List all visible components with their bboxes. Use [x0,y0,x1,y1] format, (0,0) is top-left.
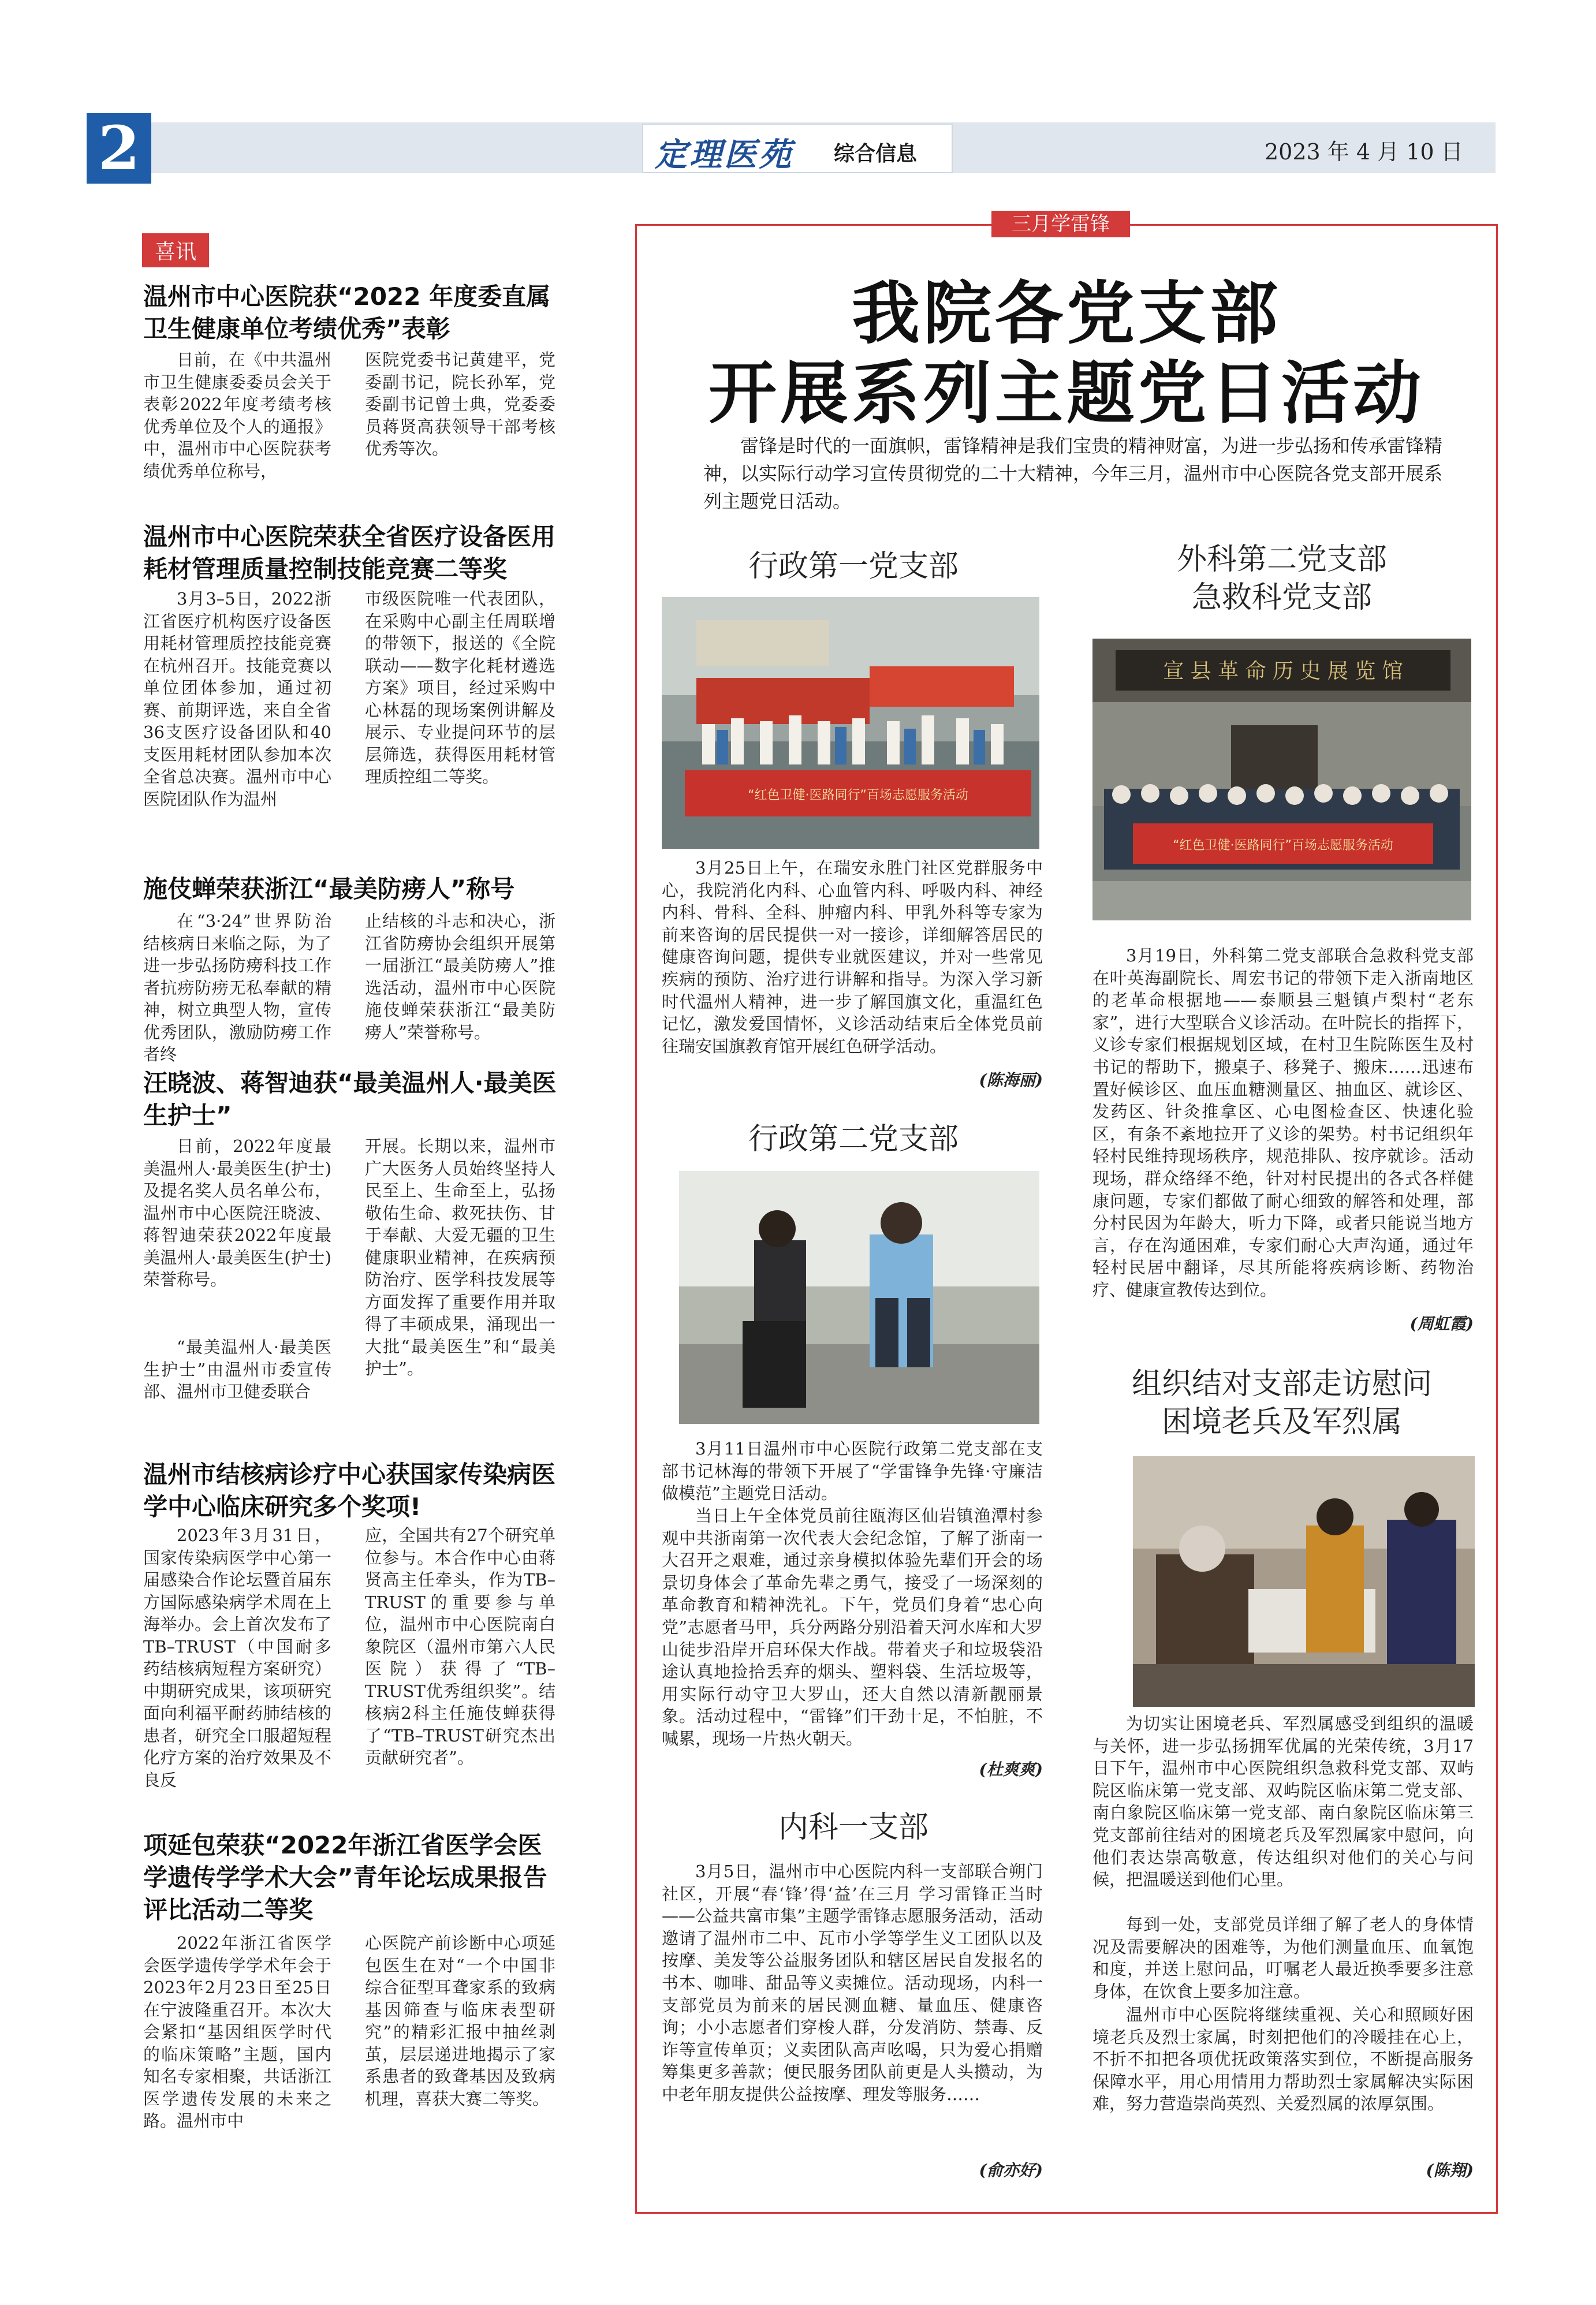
article-5-title: 温州市结核病诊疗中心获国家传染病医学中心临床研究多个奖项! [143,1460,556,1521]
section-3-title: 内科一支部 [778,1810,928,1845]
feature-tag: 三月学雷锋 [991,211,1130,237]
cleanup-photo [679,1171,1039,1424]
article-3-title: 施伎蝉荣获浙江“最美防痨人”称号 [143,875,515,903]
feature-title-line-2: 开展系列主题党日活动 [708,353,1425,433]
section-5-author: (陈翔) [1426,2161,1474,2180]
article-4-title: 汪晓波、蒋智迪获“最美温州人·最美医生护士” [143,1069,557,1129]
article-2-title: 温州市中心医院荣获全省医疗设备医用耗材管理质量控制技能竞赛二等奖 [143,523,556,583]
article-4-col-2: 开展。长期以来，温州市广大医务人员始终坚持人民至上、生命至上，弘扬敬佑生命、救死扶伤、甘于奉献、大爱无疆的卫生健康职业精神，在疾病预防治疗、医学科技发展等方面发挥了重要作用并取得了丰硕成果，涌现出一大批“最美医生”和“最美护士”。 [365,1136,555,1378]
section-1-photo [662,597,1039,849]
article-4-col-1: 日前，2022年度最美温州人·最美医生(护士)及提名奖人员名单公布，温州市中心医院汪晓波、蒋智迪荣获2022年度最美温州人·最美医生(护士)荣誉称号。 [143,1136,331,1289]
article-2-col-1: 3月3–5日，2022浙江省医疗机构医疗设备医用耗材管理质控技能竞赛在杭州召开。技能竞赛以单位团体参加，通过初赛、前期评选，来自全省36支医疗设备团队和40支医用耗材团队参加本次全省总决赛。温州市中心医院团队作为温州 [143,589,331,809]
section-5-title-line-2: 困境老兵及军烈属 [1161,1405,1402,1439]
section-5-photo [1133,1456,1475,1707]
article-3-col-2: 止结核的斗志和决心，浙江省防痨协会组织开展第一届浙江“最美防痨人”推选活动，温州市中心医院施伎蝉荣获浙江“最美防痨人”荣誉称号。 [365,911,555,1042]
section-4-author: (周虹霞) [1409,1314,1474,1333]
section-5-para-3: 温州市中心医院将继续重视、关心和照顾好困境老兵及烈士家属，时刻把他们的冷暖挂在心上，不折不扣把各项优抚政策落实到位，不断提高服务保障水平，用心用情用力帮助烈士家属解决实际困难，努力营造崇尚英烈、关爱烈属的浓厚氛围。 [1092,2005,1474,2114]
article-2-col-2: 市级医院唯一代表团队，在采购中心副主任周联增的带领下，报送的《全院联动——数字化耗材遴选方案》项目，经过采购中心林磊的现场案例讲解及展示、专业提问环节的层层筛选，获得医用耗材管理质控组二等奖。 [365,589,555,786]
feature-intro: 雷锋是时代的一面旗帜，雷锋精神是我们宝贵的精神财富，为进一步弘扬和传承雷锋精神，以实际行动学习宣传贯彻党的二十大精神，今年三月，温州市中心医院各党支部开展系列主题党日活动。 [703,435,1443,512]
section-4-title-line-2: 急救科党支部 [1191,580,1372,615]
group-photo-2 [1092,639,1471,920]
issue-date: 2023 年 4 月 10 日 [1265,139,1463,165]
section-2-body-1: 3月11日温州市中心医院行政第二党支部在支部书记林海的带领下开展了“学雷锋争先锋·守廉洁做模范”主题党日活动。 [662,1439,1043,1504]
feature-title-line-1: 我院各党支部 [851,274,1281,353]
visit-photo [1133,1456,1475,1707]
article-6-col-1: 2022年浙江省医学会医学遗传学学术年会于2023年2月23日至25日在宁波隆重召开。本次大会紧扣“基因组医学时代的临床策略”主题，国内知名专家相聚，共话浙江医学遗传发展的未来之路。温州市中 [143,1933,331,2131]
article-6-title: 项延包荣获“2022年浙江省医学会医学遗传学学术大会”青年论坛成果报告评比活动二等奖 [143,1831,547,1924]
section-4-body: 3月19日，外科第二党支部联合急救科党支部在叶英海副院长、周宏书记的带领下走入浙南地区的老革命根据地——泰顺县三魁镇卢梨村“老东家”，进行大型联合义诊活动。在叶院长的指挥下，义诊专家们根据规划区域，在村卫生院陈医生及村书记的帮助下，搬桌子、移凳子、搬床……迅速布置好候诊区、血压血糖测量区、抽血区、就诊区、发药区、针灸推拿区、心电图检查区、快速化验区，有条不紊地拉开了义诊的架势。村书记组织年轻村民维持现场秩序，规范排队、按序就诊。活动现场，群众络绎不绝，针对村民提出的各式各样健康问题，专家们都做了耐心细致的解答和处理，部分村民因为年龄大，听力下降，或者只能说当地方言，存在沟通困难，专家们耐心大声沟通，通过年轻村民居中翻译，尽其所能将疾病诊断、药物治疗、健康宣教传达到位。 [1092,946,1474,1300]
group-photo-1 [662,597,1039,849]
section-2-author: (杜爽爽) [979,1760,1043,1779]
masthead-logo: 定理医苑 [655,136,793,174]
article-1-col-2: 医院党委书记黄建平，党委副书记，院长孙军，党委副书记曾士典，党委委员蒋贤高获领导干部考核优秀等次。 [365,350,555,458]
section-4-title-line-1: 外科第二党支部 [1176,542,1387,577]
article-4-col-1b: “最美温州人·最美医生护士”由温州市委宣传部、温州市卫健委联合 [143,1337,331,1401]
section-3-author: (俞亦好) [979,2161,1043,2180]
article-5-col-2: 应，全国共有27个研究单位参与。本合作中心由蒋贤高主任牵头，作为TB–TRUST的重要参与单位，温州市中心医院南白象院区（温州市第六人民医院）获得了“TB–TRUST优秀组织奖”。结核病2科主任施伎蝉获得了“TB–TRUST研究杰出贡献研究者”。 [365,1526,555,1767]
news-tag: 喜讯 [142,233,209,267]
section-3-body: 3月5日，温州市中心医院内科一支部联合朔门社区，开展“春‘锋’得‘益’在三月 学习雷锋正当时——公益共富市集”主题学雷锋志愿服务活动，活动邀请了温州市二中、瓦市小学等学生义工团队以及按摩、美发等公益服务团队和辖区居民自发报名的书本、咖啡、甜品等义卖摊位。活动现场，内科一支部党员为前来的居民测血糖、量血压、健康咨询；小小志愿者们穿梭人群，分发消防、禁毒、反诈等宣传单页；义卖团队高声吆喝，只为爱心捐赠筹集更多善款；便民服务团队前更是人头攒动，为中老年朋友提供公益按摩、理发等服务…… [662,1862,1043,2104]
section-1-body: 3月25日上午，在瑞安永胜门社区党群服务中心，我院消化内科、心血管内科、呼吸内科、神经内科、骨科、全科、肿瘤内科、甲乳外科等专家为前来咨询的居民提供一对一接诊，详细解答居民的健康咨询问题，提供专业就医建议，并对一些常见疾病的预防、治疗进行讲解和指导。为深入学习新时代温州人精神，进一步了解国旗文化，重温红色记忆，激发爱国情怀，义诊活动结束后全体党员前往瑞安国旗教育馆开展红色研学活动。 [662,858,1043,1056]
section-1-title: 行政第一党支部 [748,549,959,584]
section-1-author: (陈海丽) [979,1071,1043,1090]
section-4-photo [1092,639,1471,920]
article-5-col-1: 2023年3月31日，国家传染病医学中心第一届感染合作论坛暨首届东方国际感染病学术周在上海举办。会上首次发布了TB–TRUST（中国耐多药结核病短程方案研究）中期研究成果，该项研究面向利福平耐药肺结核的患者，研究全口服超短程化疗方案的治疗效果及不良反 [143,1526,331,1790]
section-name: 综合信息 [834,142,918,166]
section-2-body-2: 当日上午全体党员前往瓯海区仙岩镇渔潭村参观中共浙南第一次代表大会纪念馆，了解了浙南一大召开之艰难，通过亲身模拟体验先辈们开会的场景切身体会了革命先辈之勇气，接受了一场深刻的革命教育和精神洗礼。下午，党员们身着“忠心向党”志愿者马甲，兵分两路分别沿着天河水库和大罗山徒步沿岸开启环保大作战。带着夹子和垃圾袋沿途认真地捡拾丢弃的烟头、塑料袋、生活垃圾等，用实际行动守卫大罗山，还大自然以清新靓丽景象。活动过程中，“雷锋”们干劲十足，不怕脏，不喊累，现场一片热火朝天。 [662,1506,1043,1748]
section-2-title: 行政第二党支部 [748,1122,959,1157]
section-5-para-2: 每到一处，支部党员详细了解了老人的身体情况及需要解决的困难等，为他们测量血压、血氧饱和度，并送上慰问品，叮嘱老人最近换季要多注意身体，在饮食上要多加注意。 [1092,1915,1474,2001]
article-6-col-2: 心医院产前诊断中心项延包医生在对“一个中国非综合征型耳聋家系的致病基因筛查与临床表型研究”的精彩汇报中抽丝剥茧，层层递进地揭示了家系患者的致聋基因及致病机理，喜获大赛二等奖。 [365,1933,555,2109]
section-2-photo [679,1171,1039,1424]
section-5-para-1: 为切实让困境老兵、军烈属感受到组织的温暖与关怀，进一步弘扬拥军优属的光荣传统，3月17日下午，温州市中心医院组织急救科党支部、双屿院区临床第一党支部、双屿院区临床第二党支部、南白象院区临床第一党支部、南白象院区临床第三党支部前往结对的困境老兵及军烈属家中慰问，向他们表达崇高敬意，传达组织对他们的关心与问候，把温暖送到他们心里。 [1092,1714,1474,1890]
masthead-logo-box [642,124,953,173]
page-number: 2 [87,113,151,184]
photo-1-banner-text: “红色卫健·医路同行”百场志愿服务活动 [748,788,968,803]
article-1-title: 温州市中心医院获“2022 年度委直属卫生健康单位考绩优秀”表彰 [143,282,551,343]
article-1-col-1: 日前，在《中共温州市卫生健康委委员会关于表彰2022年度考绩考核优秀单位及个人的通报》中，温州市中心医院获考绩优秀单位称号， [143,350,331,481]
photo-2-banner-text: “红色卫健·医路同行”百场志愿服务活动 [1173,838,1393,853]
museum-sign-text: 宣 县 革 命 历 史 展 览 馆 [1163,659,1403,683]
section-5-title-line-1: 组织结对支部走访慰问 [1131,1367,1432,1401]
article-3-col-1: 在“3·24”世界防治结核病日来临之际，为了进一步弘扬防痨科技工作者抗痨防痨无私奉献的精神，树立典型人物，宣传优秀团队，激励防痨工作者终 [143,911,331,1064]
